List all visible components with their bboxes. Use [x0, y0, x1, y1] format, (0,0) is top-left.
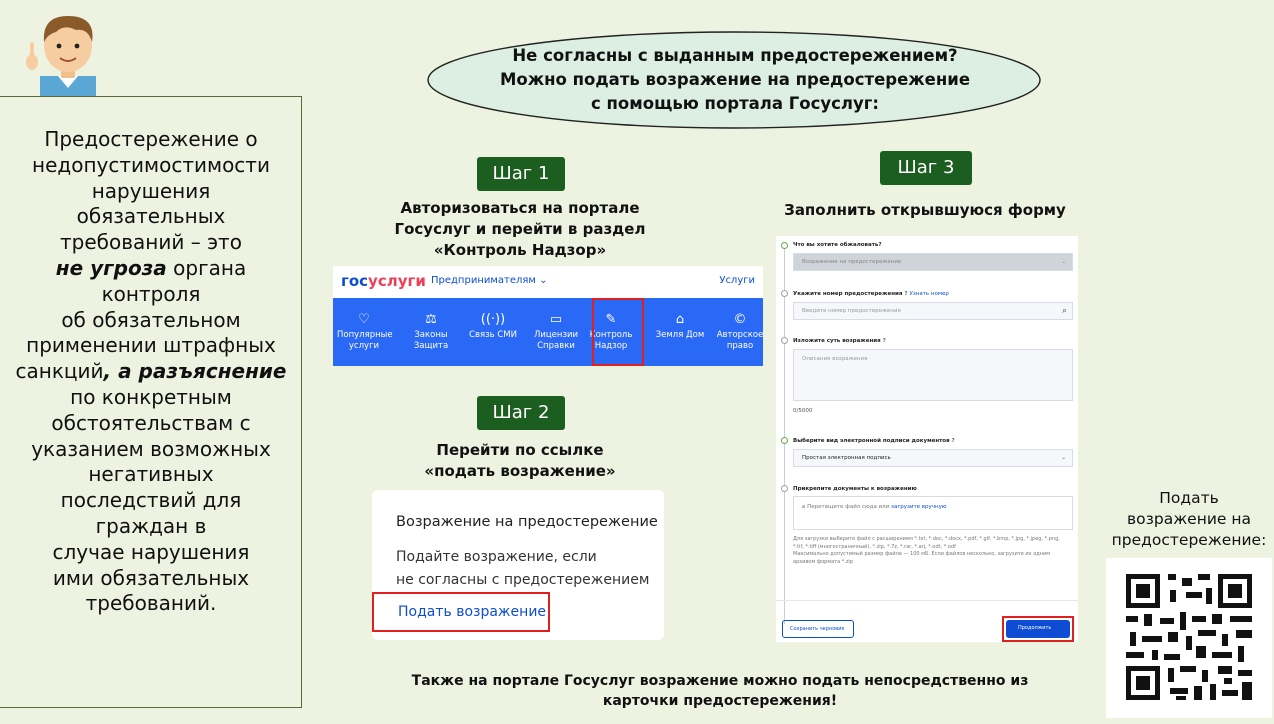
clipboard-icon: ✎ [605, 312, 617, 327]
category-label: Лицензии [533, 330, 579, 340]
category-land-house[interactable] [653, 298, 707, 366]
qr-caption-line: возражение на [1127, 510, 1251, 528]
category-label: Защита [413, 341, 449, 351]
continue-button[interactable] [1006, 620, 1070, 638]
help-icon[interactable]: ? [904, 291, 908, 297]
step3-badge: Шаг 3 [880, 151, 972, 185]
step1-caption-line: Госуслуг и перейти в раздел [394, 220, 646, 238]
q3-textarea[interactable] [793, 349, 1073, 401]
heading-line: с помощью портала Госуслуг: [591, 94, 879, 113]
category-laws[interactable] [404, 298, 458, 366]
category-label: Связь СМИ [469, 330, 517, 340]
definition-panel [0, 96, 302, 708]
chevron-down-icon: ⌄ [1061, 455, 1066, 461]
description-line: не согласны с предостережением [396, 572, 650, 588]
logo-part: услуги [368, 272, 426, 290]
definition-line: последствий для [60, 488, 242, 513]
definition-line: указанием возможных [31, 436, 271, 461]
q4-label [793, 438, 955, 444]
continue-label: Продолжить [1018, 625, 1052, 631]
q4-label-text: Выберите вид электронной подписи документов [793, 438, 950, 444]
definition-line: требований – это [60, 230, 242, 255]
requirement-line: Максимально допустимый размер файла — 100 мБ. Если файлов несколько, загрузите их одним [793, 551, 1051, 558]
category-label: Контроль [589, 330, 633, 340]
objection-form [776, 236, 1078, 642]
step-circle-icon [781, 337, 788, 344]
step1-caption-line: Авторизоваться на портале [400, 199, 640, 217]
q4-select-value: Простая электронная подпись [802, 455, 891, 461]
gosuslugi-screenshot [333, 266, 763, 366]
definition-fragment: органа [166, 255, 247, 280]
definition-line: случае нарушения [52, 539, 250, 564]
gavel-icon: ⚖ [425, 312, 437, 327]
definition-line: обстоятельствам с [51, 410, 251, 435]
definition-line: Предостережение о [44, 127, 258, 151]
requirement-line: Для загрузки выберите файл с расширением *.txt, *.doc, *.docx, *.pdf, *.gif, *.bmp, *.jpg, *.jpeg, *.png, [793, 536, 1060, 542]
q3-label-text: Изложите суть возражения [793, 338, 881, 344]
requirement-line: архивом формата *.zip [793, 558, 853, 565]
heading-text [440, 44, 1030, 116]
step-circle-icon [781, 485, 788, 492]
definition-line: недопустимостимости [32, 152, 270, 177]
qr-code-icon [1106, 558, 1272, 718]
step1-caption-line: «Контроль Надзор» [433, 241, 607, 259]
category-label: Справки [537, 341, 575, 351]
q1-select-value: Возражение на предостережение [802, 259, 902, 265]
step1-caption [340, 198, 700, 261]
step2-caption-line: Перейти по ссылке [436, 441, 604, 459]
requirement-line: *.tif, *.tiff (многостраничный), *.zip, *.7z, *.rar, *.arj, *.odt, *.odf [793, 543, 956, 550]
category-label: Законы [414, 330, 448, 340]
category-label: Земля Дом [655, 330, 705, 340]
category-media[interactable] [466, 298, 520, 366]
category-label: услуги [348, 341, 380, 351]
emphasis-not-threat: не угроза [55, 255, 167, 280]
house-icon: ⌂ [675, 312, 685, 327]
category-copyright[interactable] [713, 298, 767, 366]
emphasis-clarification: , а разъяснение [103, 359, 287, 384]
category-label: Надзор [594, 341, 628, 351]
antenna-icon: ((·)) [480, 312, 506, 327]
definition-line: ими обязательных [52, 565, 250, 590]
category-licenses[interactable] [529, 298, 583, 366]
q3-label [793, 338, 886, 344]
category-label: Популярные [337, 330, 393, 340]
category-label: право [726, 341, 754, 351]
category-label: Авторское [716, 330, 764, 340]
find-number-link[interactable]: Узнать номер [909, 291, 949, 297]
form-progress-line [784, 248, 785, 624]
step2-caption-line: «подать возражение» [424, 462, 616, 480]
chevron-down-icon: ⌄ [1061, 259, 1066, 265]
help-icon[interactable]: ? [951, 438, 955, 444]
q2-label [793, 291, 949, 297]
gosuslugi-header [333, 266, 763, 298]
step-check-icon [781, 437, 788, 444]
copyright-icon: © [733, 312, 747, 327]
step-circle-icon [781, 290, 788, 297]
form-divider [776, 600, 1078, 601]
category-popular[interactable] [337, 298, 391, 366]
services-link[interactable]: Услуги [719, 275, 755, 286]
upload-manually-link[interactable]: загрузите вручную [891, 504, 947, 510]
q3-placeholder: Описание возражения [802, 356, 868, 362]
step3-caption: Заполнить открывшуюся форму [784, 201, 1066, 219]
logo-part: гос [341, 272, 369, 290]
definition-line: негативных [88, 462, 214, 487]
category-bar [333, 298, 763, 366]
character-illustration [18, 6, 118, 100]
step2-badge: Шаг 2 [477, 396, 565, 430]
q4-select[interactable] [793, 449, 1073, 467]
definition-line: граждан в [95, 513, 207, 538]
q2-label-text: Укажите номер предостережения [793, 291, 903, 297]
definition-line: контроля [101, 281, 201, 306]
heart-icon: ♡ [358, 312, 370, 327]
bottom-note [346, 671, 1094, 711]
definition-line: по конкретным [70, 384, 232, 409]
save-draft-button[interactable] [782, 620, 854, 638]
heading-line: Можно подать возражение на предостережение [499, 70, 971, 89]
description-line: Подайте возражение, если [396, 549, 597, 565]
objection-card-title: Возражение на предостережение [396, 514, 658, 530]
bottom-note-line: Также на портале Госуслуг возражение можно подать непосредственно из [411, 673, 1029, 689]
q5-label: Прикрепите документы к возражению [793, 486, 917, 492]
definition-text [0, 127, 302, 617]
definition-line: нарушения [91, 178, 211, 203]
file-dropzone[interactable] [793, 496, 1073, 530]
definition-fragment: санкций [15, 359, 104, 384]
highlight-control-supervision [592, 298, 644, 366]
document-icon: ▭ [549, 312, 563, 327]
objection-card-description [396, 546, 649, 592]
submit-objection-link[interactable] [372, 592, 550, 632]
gosuslugi-logo[interactable] [341, 272, 426, 290]
step-check-icon [781, 242, 788, 249]
definition-line: требований. [85, 591, 217, 616]
bottom-note-line: карточки предостережения! [602, 693, 838, 709]
definition-line: обязательных [76, 204, 226, 229]
objection-card [372, 490, 664, 640]
definition-line [0, 359, 302, 385]
q3-counter: 0/5000 [793, 408, 813, 414]
qr-caption-line: Подать [1159, 489, 1219, 507]
search-icon: ⌕ [1061, 306, 1067, 316]
help-icon[interactable]: ? [882, 338, 886, 344]
q1-label: Что вы хотите обжаловать? [793, 242, 882, 248]
submit-objection-link-label: Подать возражение [398, 604, 547, 620]
file-dropzone-text: ⌀ Перетащите файл сюда или загрузите вручную [802, 504, 947, 510]
q1-select[interactable] [793, 253, 1073, 271]
step2-caption [340, 440, 700, 482]
definition-line: применении штрафных [26, 333, 276, 358]
heading-line: Не согласны с выданным предостережением? [512, 46, 958, 65]
q2-placeholder: Введите номер предостережения [802, 308, 901, 314]
qr-caption-line: предостережение: [1111, 531, 1267, 549]
definition-line: об обязательном [61, 307, 241, 332]
qr-caption [1106, 488, 1272, 551]
definition-line [0, 256, 302, 282]
qr-code[interactable] [1106, 558, 1272, 718]
dropzone-text: Перетащите файл сюда или [807, 504, 890, 510]
q2-input[interactable] [793, 302, 1073, 320]
entrepreneurs-menu[interactable]: Предпринимателям ⌄ [431, 275, 548, 286]
save-draft-label: Сохранить черновик [790, 626, 845, 632]
step1-badge: Шаг 1 [477, 157, 565, 191]
file-requirements [793, 536, 1077, 566]
